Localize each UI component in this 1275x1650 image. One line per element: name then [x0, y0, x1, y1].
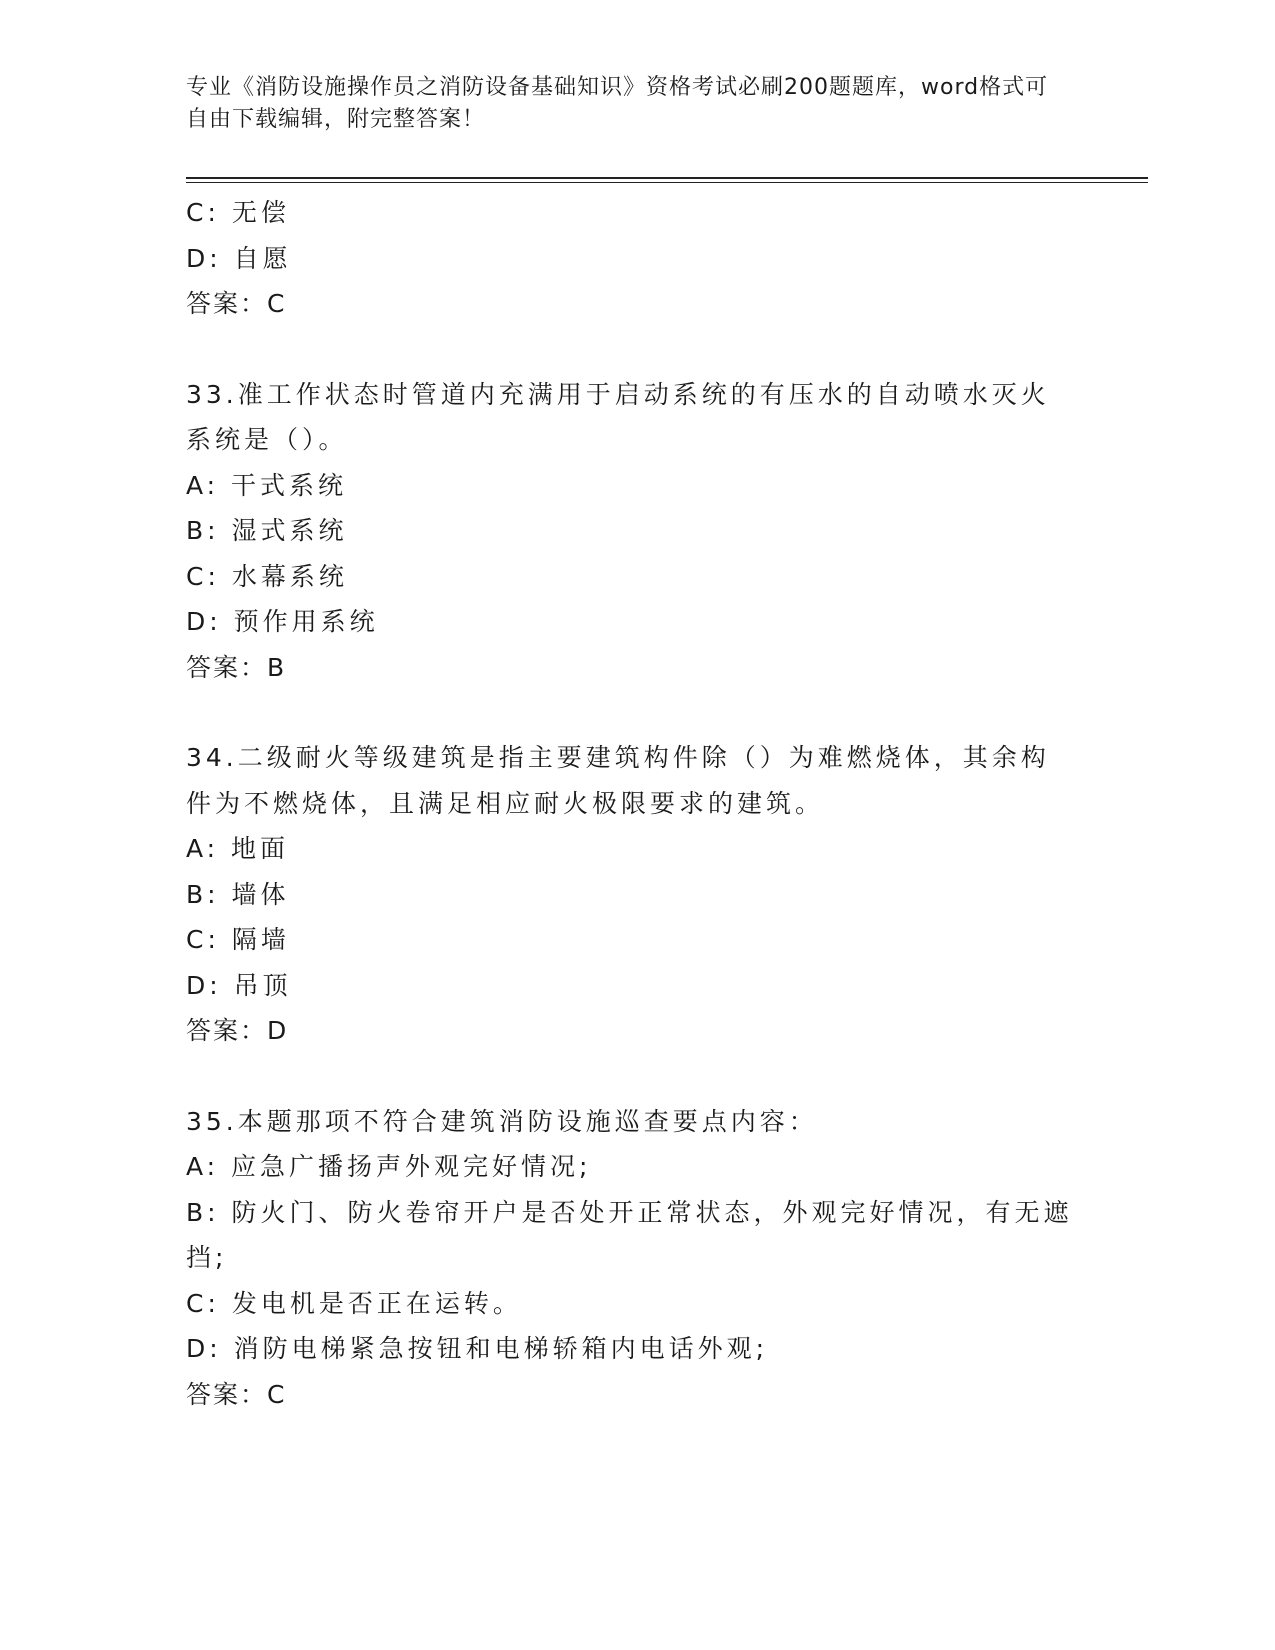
spacer — [186, 1054, 1076, 1099]
header-text: 专业《消防设施操作员之消防设备基础知识》资格考试必刷200题题库，word格式可自由下载编辑，附完整答案！ — [186, 75, 1049, 132]
question-text: 33.准工作状态时管道内充满用于启动系统的有压水的自动喷水灭火系统是（）。 — [186, 379, 1050, 454]
answer-label: 答案：D — [186, 1016, 289, 1045]
option-d: D: 吊顶 — [186, 970, 292, 1000]
question-text: 35.本题那项不符合建筑消防设施巡查要点内容： — [186, 1106, 818, 1136]
question-block-34 — [186, 735, 1076, 1054]
header-rule-thin — [186, 182, 1148, 183]
answer-label: 答案：B — [186, 652, 287, 682]
option-d: D: 自愿 — [186, 243, 292, 273]
option-c: C: 发电机是否正在运转。 — [186, 1288, 522, 1318]
option-b: B: 墙体 — [186, 879, 290, 909]
option-d: D: 消防电梯紧急按钮和电梯轿箱内电话外观; — [186, 1334, 769, 1363]
question-block-32-partial — [186, 190, 1076, 327]
option-b: B: 防火门、防火卷帘开户是否处开正常状态，外观完好情况，有无遮挡; — [186, 1197, 1073, 1272]
spacer — [186, 690, 1076, 735]
option-c: C: 无偿 — [186, 198, 290, 227]
question-text: 34.二级耐火等级建筑是指主要建筑构件除（）为难燃烧体，其余构件为不燃烧体，且满足相应耐火极限要求的建筑。 — [186, 743, 1050, 818]
question-block-33 — [186, 372, 1076, 691]
option-c: C: 水幕系统 — [186, 561, 348, 591]
option-b: B: 湿式系统 — [186, 516, 348, 545]
question-block-35 — [186, 1099, 1076, 1418]
option-d: D: 预作用系统 — [186, 607, 379, 636]
document-header — [186, 72, 1066, 136]
option-a: A: 应急广播扬声外观完好情况; — [186, 1152, 592, 1181]
answer-label: 答案：C — [186, 1379, 287, 1409]
spacer — [186, 327, 1076, 372]
option-a: A: 地面 — [186, 834, 290, 863]
question-list — [186, 190, 1076, 1417]
option-a: A: 干式系统 — [186, 470, 348, 500]
answer-label: 答案：C — [186, 289, 287, 318]
option-c: C: 隔墙 — [186, 925, 290, 954]
header-rule-thick — [186, 177, 1148, 179]
